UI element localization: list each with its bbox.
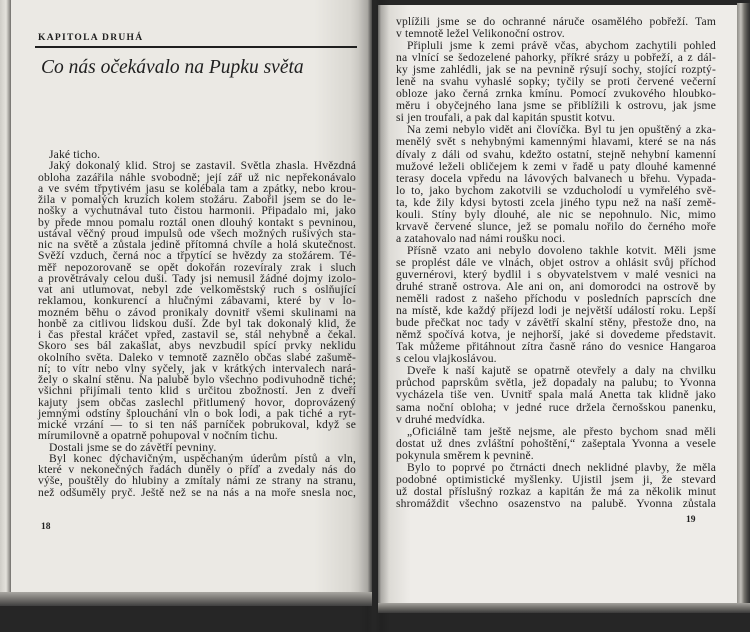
- text-line: mozném běhu o závod pronikaly dovnitř všemi skulinami na: [38, 305, 356, 319]
- text-line: Přísně vzato ani nebylo dovoleno takhle kotvit. Měli jsme: [407, 243, 716, 257]
- text-line: dívaly z dáli od svahu, kdežto ostatní, stejně nehybní kamenní: [396, 147, 716, 161]
- text-line: mírumilovně a opatrně pohupoval v nočním tichu.: [38, 429, 278, 443]
- left-page-body: [38, 149, 356, 498]
- text-line: průchod paprskům světla, jež dopadaly na palubu; to Yvonna: [396, 376, 716, 390]
- text-line: by přede mnou pomalu roztál onen dlouhý kontakt s pevninou,: [38, 215, 356, 229]
- text-line: shromáždit všechno osazenstvo na palubě. Yvonna zůstala: [396, 496, 716, 510]
- text-line: ky jsme zahlédli, jak se na pevnině rýsují sochy, stojící rozptý-: [396, 63, 716, 77]
- text-line: druhé straně ostrova. Ale ani on, ani domorodci na ostrově by: [396, 280, 716, 294]
- text-line: němž spočívá kotva, je nejhorší, jaké si dovedeme představit.: [396, 328, 716, 342]
- text-line: honbě za citlivou lidskou duší. Zde byl tak dokonalý klid, že: [38, 316, 356, 330]
- text-line: Připluli jsme k zemi právě včas, abychom zachytili pohled: [407, 39, 716, 53]
- text-line: ta, kde žily kdysi bytosti zcela jiného typu než na naší země-: [396, 195, 716, 209]
- text-line: se proplést dále ve vlnách, objet ostrov a ohlásit svůj příchod: [396, 255, 716, 269]
- page-number-right: 19: [686, 515, 696, 525]
- text-line: Na zemi nebylo vidět ani človíčka. Byl tu jen opuštěný a zka-: [407, 123, 716, 137]
- text-line: ustával věčný proud impulsů ode všech možných rušivých sta-: [38, 226, 356, 240]
- text-line: Jaké ticho.: [49, 148, 101, 161]
- text-line: terasy docela vpředu na lávových balvanech u břehu. Vypada-: [396, 171, 716, 185]
- text-line: Svěží vzduch, černá noc a třpytící se hvězdy za stožárem. Té-: [38, 249, 356, 263]
- text-line: měru i obyčejného lana jsme se přiblížili k ostrovu, jak jsme: [396, 99, 716, 113]
- text-line: v druhé medvídka.: [396, 412, 486, 426]
- text-line: Dveře k naší kajutě se opatrně otevřely a daly na chvilku: [407, 364, 716, 378]
- text-line: mické vrzání — to si ten náš parníček pobrukoval, když se: [38, 418, 356, 431]
- text-line: jemnými odstíny šplouchání vln o bok lodi, a pak tiché a ryt-: [38, 406, 356, 420]
- chapter-title: Co nás očekávalo na Pupku světa: [41, 57, 304, 78]
- page-stack-edge-bottom-right: [378, 603, 750, 613]
- text-line: které v nekonečných řadách duněly o příď a zvedaly nás do: [38, 463, 356, 476]
- left-page: [11, 0, 372, 592]
- text-line: než odšuměly pryč. Ještě než se na nás a na moře snesla noc,: [38, 485, 356, 499]
- text-line: Byl konec dýchavičným, uspěchaným úderům pístů a vln,: [49, 451, 356, 465]
- text-line: dostat už dnes zvláštní pohoštění,“ zašeptala Yvonna a vesele: [396, 436, 716, 450]
- text-line: kouli. Stíny byly dlouhé, ale nic se nepohnulo. Nic, mimo: [396, 207, 716, 221]
- text-line: Skoro ses bál zakašlat, abys nevzbudil spící prvky neklidu: [38, 339, 356, 353]
- page-number-left: 18: [41, 522, 51, 532]
- book-gutter: [358, 0, 390, 632]
- chapter-label: KAPITOLA DRUHÁ: [38, 33, 144, 43]
- text-line: podobné optimistické myšlenky. Ujistil jsem ji, že stevard: [396, 472, 716, 486]
- text-line: „Oficiálně tam ještě nejsme, ale přesto bychom snad měli: [407, 424, 716, 438]
- text-line: žely o skalní stěnu. Na palubě bylo všechno podivuhodně tiché;: [38, 373, 356, 386]
- text-line: a ve svém třpytivém jasu se kolébala tam a zpátky, nebo krou-: [38, 181, 356, 195]
- chapter-rule: [35, 46, 357, 48]
- text-line: na vlnící se šedozelené pahorky, příkré srázy u pobřeží, a z dál-: [396, 51, 716, 65]
- right-page-body: [396, 16, 716, 510]
- text-line: Tak můžeme přitáhnout zítra časně ráno do vesnice Hangaroa: [396, 340, 716, 354]
- text-line: si jen troufali, a pak dal kapitán spustit kotvu.: [396, 111, 616, 125]
- text-line: v temnotě ležel Velikonoční ostrov.: [396, 27, 565, 41]
- text-line: vplížili jsme se do ochranné náruče osamělého pobřeží. Tam: [396, 15, 716, 28]
- text-line: Dostali jsme se do závětří pevniny.: [49, 440, 217, 454]
- text-line: na místě, kde každý příjezd lodi je největší událostí roku. Lepší: [396, 304, 716, 318]
- text-line: pokynula směrem k pevnině.: [396, 448, 534, 462]
- text-line: měř nepozorovaně se opět dokořán rozevíraly zrak i sluch: [38, 260, 356, 274]
- text-line: okolního světa. Daleko v temnotě zaznělo občas slabé zašumě-: [38, 350, 356, 364]
- text-line: a provětrávaly celou duši. Tady jsi nemusil žádné dojmy izolo-: [38, 271, 356, 285]
- text-line: nošky a vychutnával tuto čistou harmonii. Připadalo mi, jako: [38, 204, 356, 218]
- text-line: vat ani utlumovat, nebyl zde velkoměstský ruch s oslňující: [38, 283, 356, 296]
- text-line: i čas přestal kráčet vpřed, zastavil se, stál nehybně a čekal.: [38, 328, 356, 341]
- text-line: guvernérovi, který bydlil i s obyvatelstvem v malé vesnici na: [396, 267, 716, 281]
- text-line: Bylo to poprvé po čtrnácti dnech neklidné plavby, že měla: [407, 460, 716, 474]
- text-line: kajuty jsem občas zaslechl přitlumený hovor, doprovázený: [38, 395, 356, 409]
- text-line: nic na světě a zůstala jedině přítomná chvíle a holá skutečnost.: [38, 238, 356, 251]
- text-line: mužové leželi obličejem k zemi v řadě u paty dlouhé kamenné: [396, 159, 716, 173]
- text-line: a zatahovalo nad námi roušku noci.: [396, 231, 566, 245]
- text-line: leně na svahu vyhaslé sopky; tyčily se proti červené večerní: [396, 75, 716, 89]
- text-line: neměli radost z našeho příchodu v posledních paprscích dne: [396, 292, 716, 306]
- text-line: bude přečkat noc tady v závětří skalní stěny, přestože dno, na: [396, 316, 716, 330]
- text-line: sama noční obloha; v jedné ruce držela černošskou panenku,: [396, 400, 716, 414]
- text-line: Jaký dokonalý klid. Stroj se zastavil. Světla zhasla. Hvězdná: [49, 159, 356, 173]
- page-stack-edge-right: [737, 3, 750, 613]
- text-line: lo to, jako bychom zakotvili se vzducholodí u vymřelého svě-: [396, 183, 716, 197]
- page-stack-edge-bottom-left: [0, 592, 372, 606]
- text-line: všichni přijímali tento klid s určitou zbožností. Jen z dveří: [38, 384, 356, 398]
- text-line: krvavě červené slunce, jež se pomalu nořilo do černého moře: [396, 219, 716, 233]
- text-line: výše, pouštěly do hlubiny a zmítaly námi ze strany na stranu,: [38, 474, 356, 488]
- text-line: vycházela tiše ven. Uvnitř spala malá Anetta tak klidně jako: [396, 388, 716, 402]
- page-stack-edge-left: [0, 0, 11, 600]
- text-line: žila v pomalých kruzích kolem stožáru. Zabořil jsem se do le-: [38, 193, 356, 206]
- text-line: ní; to vítr nebo vlny syčely, jak v krátkých intervalech nará-: [38, 361, 356, 375]
- text-line: reklamou, konkurencí a hlučnými zábavami, které by v lo-: [38, 294, 356, 308]
- text-line: už dostal příslušný rozkaz a kapitán že má za několik minut: [396, 484, 716, 498]
- text-line: obloha zazářila náhle svobodně; její zář už nic nepřekonávalo: [38, 170, 356, 184]
- right-page: [378, 5, 737, 603]
- text-line: s celou vlajkoslávou.: [396, 352, 497, 366]
- text-line: obloze jako černá zrnka kmínu. Pomocí zvukového hloubko-: [396, 87, 716, 101]
- text-line: menělý svět s nehybnými kamennými hlavami, které se na nás: [396, 135, 716, 149]
